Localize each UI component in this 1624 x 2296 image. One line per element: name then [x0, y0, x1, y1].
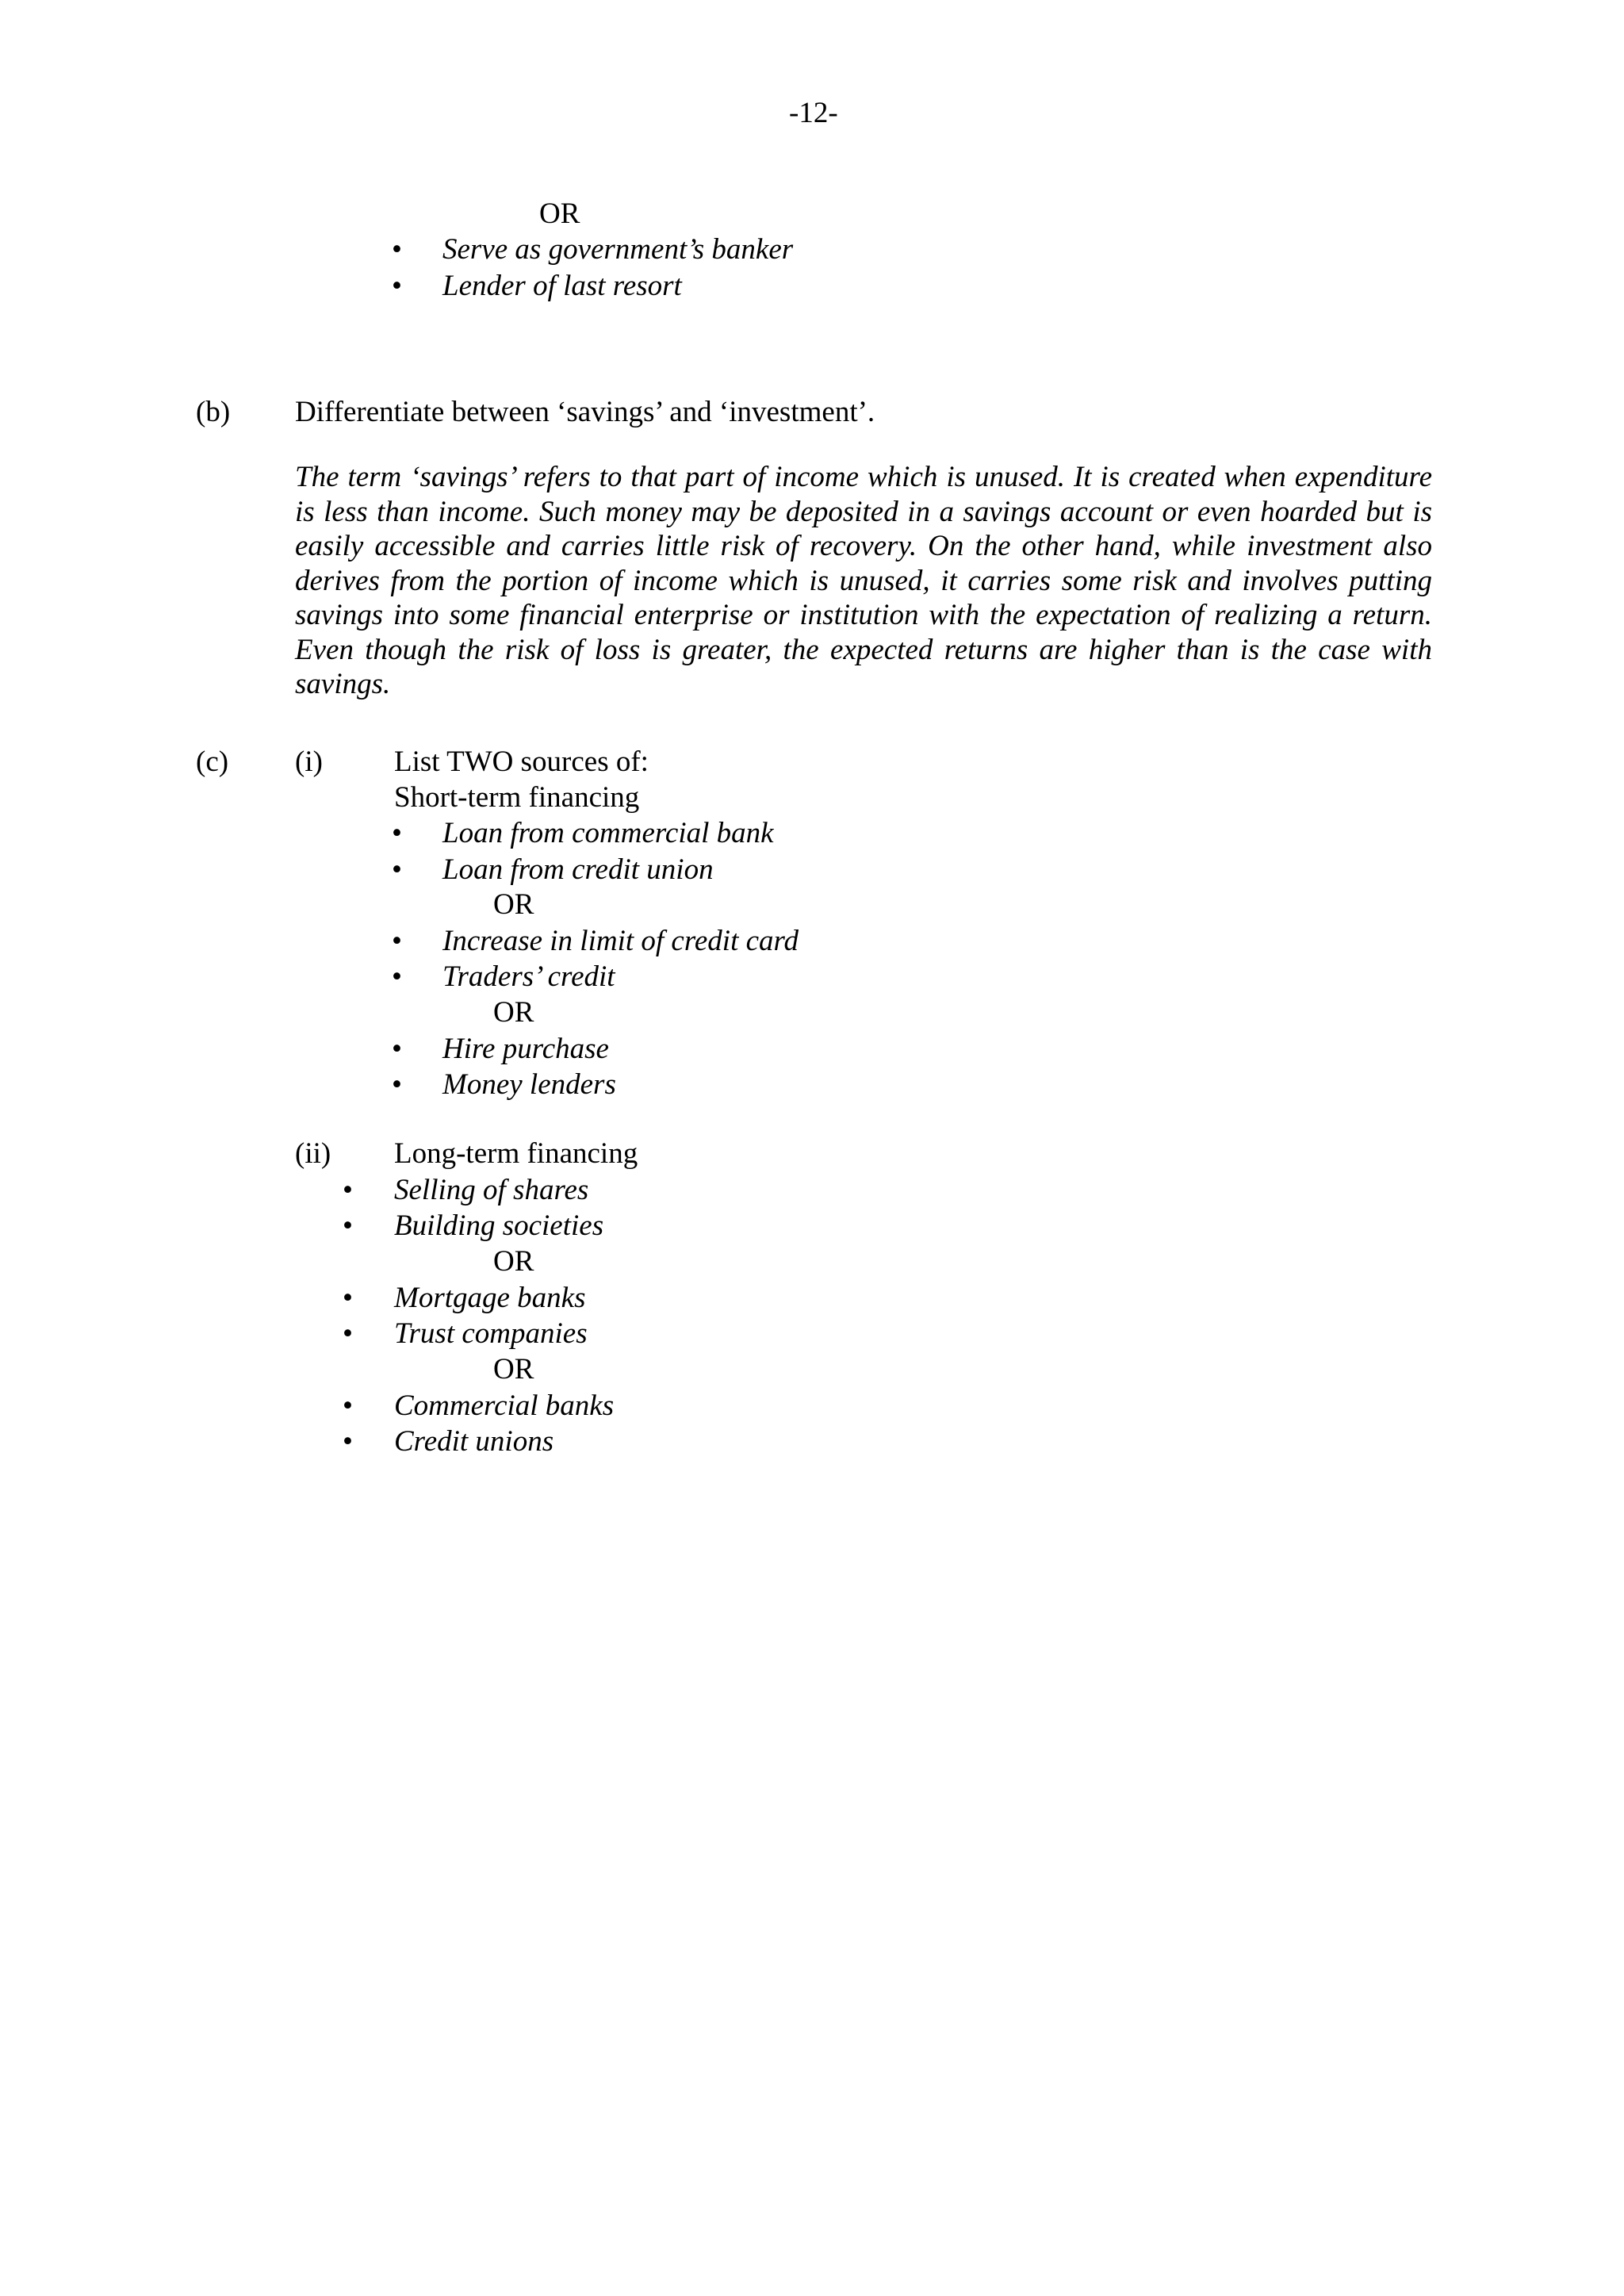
list-item-text: Mortgage banks: [394, 1282, 586, 1314]
sub-ii-label: (ii): [295, 1137, 331, 1170]
bullet-icon: •: [392, 1068, 402, 1101]
sub-i-label: (i): [295, 746, 323, 778]
list-item-text: Serve as government’s banker: [442, 233, 794, 266]
list-item-text: Lender of last resort: [442, 270, 682, 302]
bullet-icon: •: [343, 1389, 353, 1422]
list-item-text: Increase in limit of credit card: [442, 925, 799, 957]
or-separator: OR: [493, 1245, 534, 1278]
bullet-icon: •: [343, 1317, 353, 1350]
sub-i-heading: Short-term financing: [394, 781, 640, 814]
list-item-text: Credit unions: [394, 1425, 554, 1458]
list-item-text: Trust companies: [394, 1317, 588, 1350]
list-item-text: Traders’ credit: [442, 960, 615, 993]
bullet-icon: •: [343, 1209, 353, 1242]
list-item-text: Commercial banks: [394, 1389, 615, 1422]
or-separator: OR: [539, 197, 580, 230]
or-separator: OR: [493, 888, 534, 921]
sub-i-instruction: List TWO sources of:: [394, 746, 649, 778]
bullet-icon: •: [343, 1174, 353, 1206]
bullet-icon: •: [392, 1033, 402, 1065]
bullet-icon: •: [343, 1282, 353, 1314]
bullet-icon: •: [392, 817, 402, 849]
list-item-text: Loan from commercial bank: [442, 817, 774, 849]
or-separator: OR: [493, 1353, 534, 1386]
part-b-answer: The term ‘savings’ refers to that part of income which is unused. It is created when expenditure is less than income. Such money may be deposited in a savings account or even hoarded but is easily accessible and carries little risk of recovery. On the other hand, while investment also derives from the portion of income which is unused, it carries some risk and involves putting savings into some financial enterprise or institution with the expectation of realizing a return. Even though the risk of loss is greater, the expected returns are higher than is the case with savings.: [295, 461, 1432, 700]
page-number: -12-: [789, 97, 838, 129]
bullet-icon: •: [343, 1425, 353, 1458]
bullet-icon: •: [392, 925, 402, 957]
list-item-text: Building societies: [394, 1209, 604, 1242]
or-separator: OR: [493, 996, 534, 1029]
list-item-text: Money lenders: [442, 1068, 616, 1101]
part-c-label: (c): [196, 746, 229, 778]
list-item-text: Hire purchase: [442, 1033, 609, 1065]
part-b-label: (b): [196, 396, 231, 428]
bullet-icon: •: [392, 270, 402, 302]
sub-ii-heading: Long-term financing: [394, 1137, 638, 1170]
part-b-question: Differentiate between ‘savings’ and ‘investment’.: [295, 396, 875, 428]
list-item-text: Loan from credit union: [442, 853, 714, 886]
bullet-icon: •: [392, 960, 402, 993]
list-item-text: Selling of shares: [394, 1174, 589, 1206]
bullet-icon: •: [392, 233, 402, 266]
bullet-icon: •: [392, 853, 402, 886]
